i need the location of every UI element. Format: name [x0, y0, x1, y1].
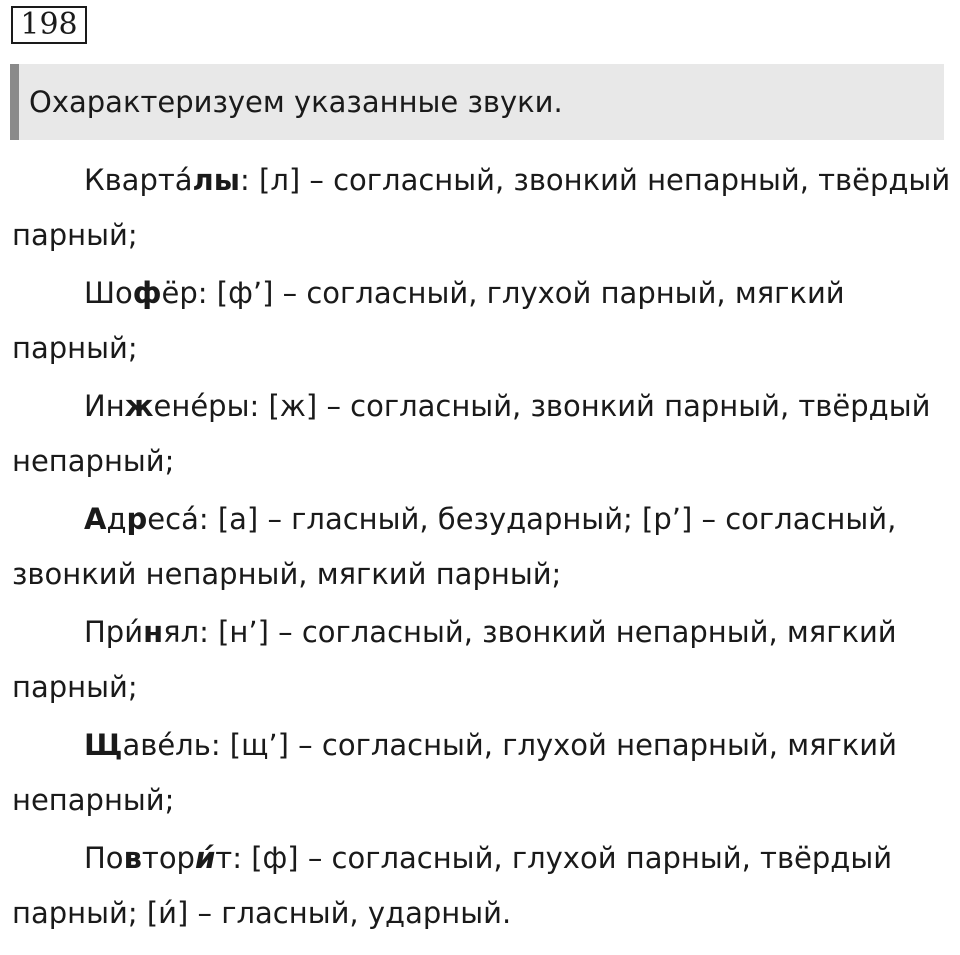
- highlighted-letter: и́: [194, 841, 216, 875]
- highlighted-letter: н: [143, 615, 164, 649]
- word-segment: é: [157, 728, 176, 762]
- sound-entry: [12, 718, 952, 828]
- analyzed-word: [84, 615, 199, 649]
- analyzed-word: [84, 163, 240, 197]
- word-segment: ры: [208, 389, 250, 423]
- sound-description: : [н’] – согласный, звонкий непарный, мягкий парный;: [12, 615, 897, 704]
- word-segment: á: [174, 163, 193, 197]
- word-segment: ёр: [161, 276, 198, 310]
- sound-analysis-list: [12, 153, 952, 944]
- highlighted-letter: лы: [192, 163, 241, 197]
- highlighted-letter: А: [84, 502, 107, 536]
- word-segment: Ин: [84, 389, 125, 423]
- sound-description: : [ф’] – согласный, глухой парный, мягкий парный;: [12, 276, 845, 365]
- word-segment: ав: [122, 728, 158, 762]
- highlighted-letter: ж: [124, 389, 154, 423]
- sound-entry: [12, 379, 952, 489]
- word-segment: Кварт: [84, 163, 175, 197]
- sound-description: : [л] – согласный, звонкий непарный, твёрдый парный;: [12, 163, 951, 252]
- word-segment: По: [84, 841, 124, 875]
- word-segment: ял: [163, 615, 200, 649]
- analyzed-word: [84, 276, 198, 310]
- sound-entry: [12, 266, 952, 376]
- task-instruction-banner: [10, 64, 944, 140]
- sound-entry: [12, 492, 952, 602]
- task-number: 198: [11, 6, 87, 44]
- analyzed-word: [84, 389, 249, 423]
- word-segment: ен: [153, 389, 191, 423]
- word-segment: ль: [175, 728, 211, 762]
- sound-description: : [ж] – согласный, звонкий парный, твёрдый непарный;: [12, 389, 931, 478]
- sound-description: : [ф] – согласный, глухой парный, твёрдый парный; [и́] – гласный, ударный.: [12, 841, 893, 930]
- word-segment: д: [106, 502, 127, 536]
- sound-entry: [12, 831, 952, 941]
- task-instruction: Охарактеризуем указанные звуки.: [29, 85, 563, 119]
- sound-entry: [12, 605, 952, 715]
- sound-description: : [щ’] – согласный, глухой непарный, мягкий непарный;: [12, 728, 897, 817]
- analyzed-word: [84, 841, 232, 875]
- word-segment: Пр: [84, 615, 125, 649]
- word-segment: ес: [147, 502, 182, 536]
- word-segment: т: [215, 841, 233, 875]
- highlighted-letter: в: [123, 841, 142, 875]
- sound-description: : [а] – гласный, безударный; [р’] – согласный, звонкий непарный, мягкий парный;: [12, 502, 897, 591]
- word-segment: á: [181, 502, 199, 536]
- highlighted-letter: ф: [132, 276, 162, 310]
- analyzed-word: [84, 728, 211, 762]
- sound-entry: [12, 153, 952, 263]
- highlighted-letter: р: [126, 502, 148, 536]
- word-segment: Шо: [84, 276, 133, 310]
- analyzed-word: [84, 502, 199, 536]
- word-segment: и́: [124, 615, 144, 649]
- highlighted-letter: Щ: [84, 728, 123, 762]
- word-segment: тор: [141, 841, 195, 875]
- word-segment: é: [190, 389, 209, 423]
